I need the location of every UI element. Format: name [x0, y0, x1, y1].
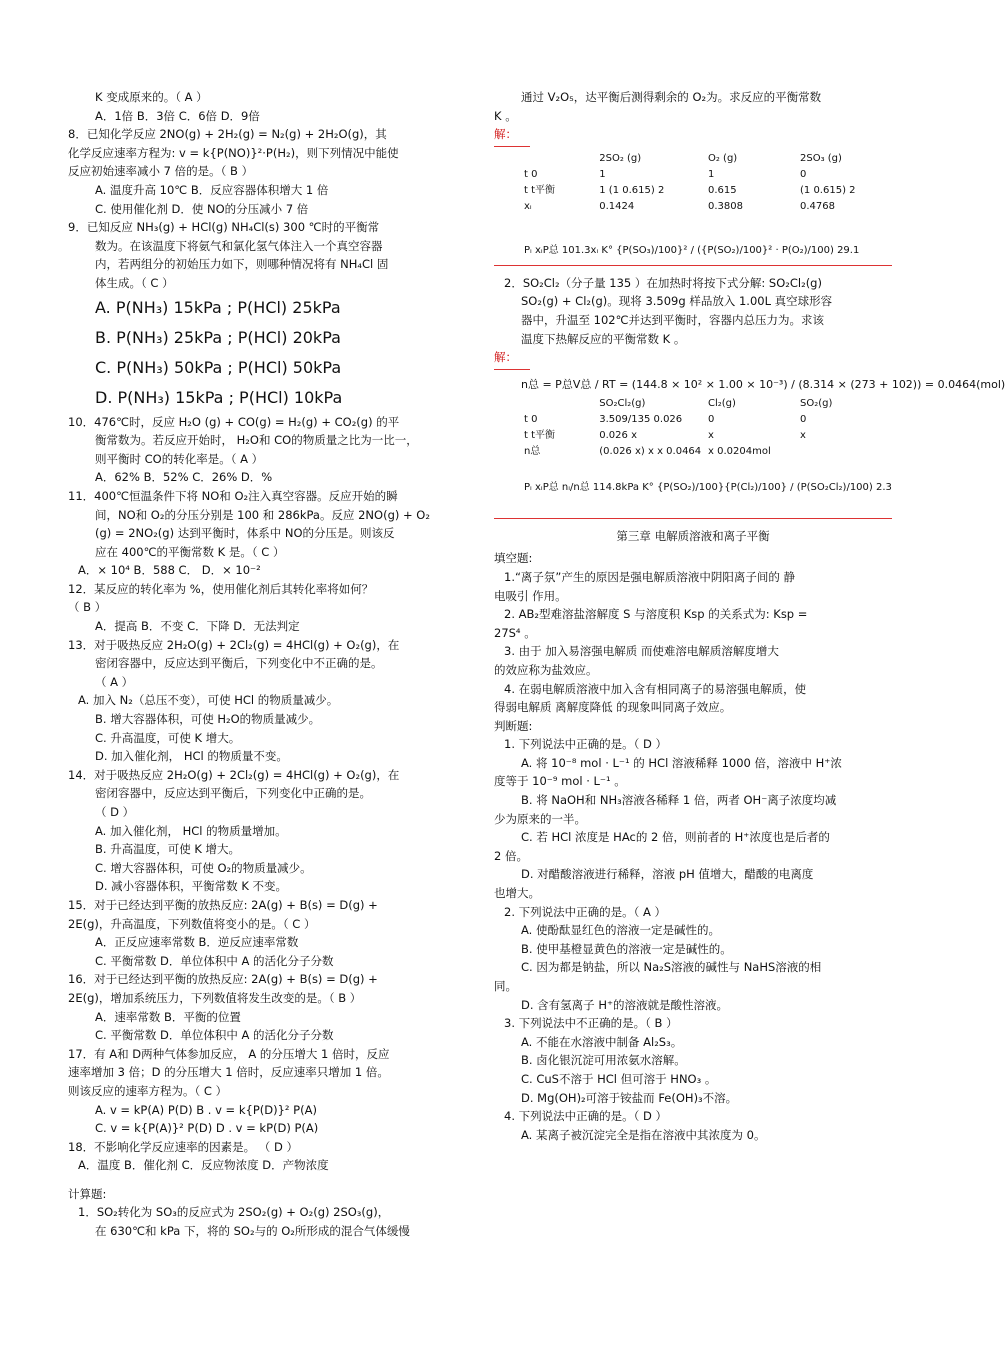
- text-line: 1.“离子氛”产生的原因是强电解质溶液中阴阳离子间的 静: [504, 569, 796, 584]
- problem-2-line: 器中，升温至 102℃并达到平衡时，容器内总压力为。求该: [521, 312, 825, 327]
- text-line: 2E(g)，升高温度，下列数值将变小的是。（ C ）: [68, 916, 316, 931]
- text-line: (g) = 2NO₂(g) 达到平衡时，体系中 NO的分压是。则该反: [95, 526, 395, 541]
- equilibrium-constant-1: Pᵢ xᵢP总 101.3xᵢ K° {P(SO₃)/100}² / ({P(SO₂)/100}² · P(O₂)/100) 29.1: [524, 244, 860, 256]
- text-line: 化学反应速率方程为: v = k{P(NO)}²·P(H₂)，则下列情况中能使: [68, 145, 399, 160]
- text-line: 得弱电解质 离解度降低 的现象叫同离子效应。: [494, 700, 732, 715]
- text-line: 反应初始速率减小 7 倍的是。（ B ）: [68, 164, 254, 179]
- table-cell: Cl₂(g): [708, 397, 736, 409]
- text-line: C. CuS不溶于 HCl 但可溶于 HNO₃ 。: [521, 1071, 717, 1086]
- text-line: A．速率常数 B．平衡的位置: [95, 1009, 241, 1024]
- text-line: 27S⁴ 。: [494, 625, 536, 640]
- text-line: A. 某离子被沉淀完全是指在溶液中其浓度为 0。: [521, 1127, 766, 1142]
- text-line: C. 增大容器体积，可使 O₂的物质量减少。: [95, 860, 312, 875]
- text-line: 15．对于已经达到平衡的放热反应: 2A(g) + B(s) = D(g) +: [68, 897, 378, 912]
- table-cell: [524, 396, 599, 412]
- table-cell: 0.615: [708, 184, 737, 196]
- text-line: 13．对于吸热反应 2H₂O(g) + 2Cl₂(g) = 4HCl(g) + O₂(g)，在: [68, 637, 400, 652]
- text-line: 3. 下列说法中不正确的是。（ B ）: [504, 1016, 678, 1031]
- text-line: C. 升高温度，可使 K 增大。: [95, 730, 241, 745]
- table-row: [524, 151, 892, 167]
- table-cell: t t平衡: [524, 184, 556, 196]
- table-cell: 2SO₂ (g): [599, 152, 642, 164]
- text-line: 17．有 A和 D两种气体参加反应， A 的分压增大 1 倍时，反应: [68, 1046, 390, 1061]
- table-cell: 0.1424: [599, 200, 635, 212]
- left-column: [68, 88, 466, 1241]
- text-line: 9．已知反应 NH₃(g) + HCl(g) NH₄Cl(s) 300 ℃时的平衡常: [68, 220, 380, 235]
- text-line: （ D ）: [95, 805, 135, 819]
- text-line: 少为原来的一半。: [494, 811, 586, 826]
- text-line: [68, 1175, 466, 1185]
- answer-option: D. P(NH₃) 15kPa ; P(HCl) 10kPa: [95, 387, 343, 407]
- problem-2-line: 温度下热解反应的平衡常数 K 。: [521, 331, 686, 346]
- solution-label: 解：: [494, 127, 517, 142]
- table-cell: O₂ (g): [708, 152, 738, 164]
- table-cell: (0.026 x) x x 0.0464: [599, 445, 702, 457]
- text-line: 计算题:: [68, 1186, 107, 1201]
- text-line: 3. 由于 加入易溶强电解质 而使难溶电解质溶解度增大: [504, 644, 779, 659]
- total-moles-formula: n总 = P总V总 / RT = (144.8 × 10² × 1.00 × 10⁻³) / (8.314 × (273 + 102)) = 0.0464(mol): [521, 377, 1005, 391]
- text-line: 的效应称为盐效应。: [494, 662, 598, 677]
- text-line: A. 温度升高 10℃ B．反应容器体积增大 1 倍: [95, 182, 329, 197]
- chapter-title: 第三章 电解质溶液和离子平衡: [616, 528, 770, 543]
- text-line: 间，NO和 O₂的分压分别是 100 和 286kPa。反应 2NO(g) + O₂: [95, 507, 430, 522]
- text-line: C. 平衡常数 D．单位体积中 A 的活化分子分数: [95, 1028, 334, 1043]
- solution-label-2: 解：: [494, 350, 517, 365]
- text-line: 1．SO₂转化为 SO₃的反应式为 2SO₂(g) + O₂(g) 2SO₃(g)，: [78, 1205, 390, 1220]
- chapter-3-questions: [494, 549, 892, 1144]
- text-line: B. 使甲基橙显黄色的溶液一定是碱性的。: [521, 941, 732, 956]
- table-cell: 1: [599, 168, 606, 180]
- text-line: C. 平衡常数 D．单位体积中 A 的活化分子分数: [95, 953, 334, 968]
- table-cell: x: [708, 429, 714, 441]
- table-cell: 3.509/135 0.026: [599, 413, 683, 425]
- text-line: A. 不能在水溶液中制备 Al₂S₃。: [521, 1034, 683, 1049]
- equilibrium-constant-2: Pᵢ xᵢP总 nᵢ/n总 114.8kPa K° {P(SO₂)/100}{P(Cl₂)/100} / (P(SO₂Cl₂)/100) 2.3: [524, 481, 892, 493]
- text-line: A．温度 B．催化剂 C．反应物浓度 D．产物浓度: [78, 1158, 329, 1173]
- text-line: 密闭容器中，反应达到平衡后，下列变化中不正确的是。: [95, 656, 383, 671]
- table-cell: 1: [708, 168, 715, 180]
- text-line: C. v = k{P(A)}² P(D) D . v = kP(D) P(A): [95, 1121, 319, 1136]
- text-line: 则该反应的速率方程为。（ C ）: [68, 1083, 228, 1098]
- table-cell: t 0: [524, 413, 538, 425]
- text-line: B. 卤化银沉淀可用浓氨水溶解。: [521, 1053, 686, 1068]
- text-line: A. 使酚酞显红色的溶液一定是碱性的。: [521, 923, 720, 938]
- text-line: 2. AB₂型难溶盐溶解度 S 与溶度积 Ksp 的关系式为: Ksp =: [504, 607, 808, 622]
- text-line: B. 增大容器体积，可使 H₂O的物质量减少。: [95, 712, 321, 727]
- solution-underline-2: [494, 367, 530, 370]
- table-cell: x: [800, 429, 806, 441]
- text-line: 在 630℃和 kPa 下，将的 SO₂与的 O₂所形成的混合气体缓慢: [95, 1224, 410, 1239]
- text-line: 2 倍。: [494, 848, 528, 863]
- text-line: 11．400℃恒温条件下将 NO和 O₂注入真空容器。反应开始的瞬: [68, 488, 398, 503]
- table-row: [524, 444, 892, 460]
- text-line: B. 升高温度，可使 K 增大。: [95, 842, 241, 857]
- text-line: 体生成。（ C ）: [95, 275, 174, 290]
- text-line: A．提高 B．不变 C．下降 D．无法判定: [95, 619, 300, 634]
- text-line: 14．对于吸热反应 2H₂O(g) + 2Cl₂(g) = 4HCl(g) + O₂(g)，在: [68, 767, 400, 782]
- text-line: 则平衡时 CO的转化率是。（ A ）: [95, 451, 264, 466]
- text-line: A．1倍 B．3倍 C．6倍 D．9倍: [95, 108, 260, 123]
- text-line: A．× 10⁴ B．588 C． D．× 10⁻²: [78, 563, 261, 578]
- problem-2-line: SO₂(g) + Cl₂(g)。现将 3.509g 样品放入 1.00L 真空球形容: [521, 294, 833, 309]
- text-line: C. 使用催化剂 D．使 NO的分压减小 7 倍: [95, 201, 309, 216]
- table-row: [524, 412, 892, 428]
- text-line: D. 含有氢离子 H⁺的溶液就是酸性溶液。: [521, 997, 729, 1012]
- table-cell: [800, 444, 892, 460]
- text-line: 度等于 10⁻⁹ mol · L⁻¹ 。: [494, 774, 626, 789]
- table-cell: t t平衡: [524, 429, 556, 441]
- table-cell: (1 0.615) 2: [800, 184, 856, 196]
- table-row: [524, 199, 892, 215]
- equilibrium-table-1: [524, 151, 892, 215]
- text-line: D. 对醋酸溶液进行稀释，溶液 pH 值增大，醋酸的电离度: [521, 867, 814, 882]
- table-cell: 1 (1 0.615) 2: [599, 184, 665, 196]
- text-line: C. 若 HCl 浓度是 HAc的 2 倍，则前者的 H⁺浓度也是后者的: [521, 830, 830, 845]
- equilibrium-table-2: [524, 396, 892, 460]
- text-line: A. 加入催化剂， HCl 的物质量增加。: [95, 823, 287, 838]
- table-cell: n总: [524, 445, 541, 457]
- text-line: 2. 下列说法中正确的是。（ A ）: [504, 904, 667, 919]
- text-line: 数为。在该温度下将氨气和氯化氢气体注入一个真空容器: [95, 238, 383, 253]
- text-line: A．正反应速率常数 B．逆反应速率常数: [95, 935, 299, 950]
- text-line: A. v = kP(A) P(D) B . v = k{P(D)}² P(A): [95, 1102, 317, 1117]
- table-cell: 0: [800, 168, 807, 180]
- table-cell: 0: [800, 413, 807, 425]
- table-cell: [524, 151, 599, 167]
- text-line: C. 因为都是钠盐，所以 Na₂S溶液的碱性与 NaHS溶液的相: [521, 960, 822, 975]
- text-line: （ A ）: [95, 674, 134, 689]
- text-line: 18．不影响化学反应速率的因素是。 （ D ）: [68, 1139, 298, 1154]
- text-line: 应在 400℃的平衡常数 K 是。（ C ）: [95, 544, 285, 559]
- table-cell: 0: [708, 413, 715, 425]
- table-cell: 0.4768: [800, 200, 835, 212]
- text-line: K 变成原来的。（ A ）: [95, 90, 208, 104]
- problem-1-continued: 通过 V₂O₅，达平衡后测得剩余的 O₂为。求反应的平衡常数: [521, 90, 822, 104]
- table-cell: 2SO₃ (g): [800, 152, 842, 164]
- text-line: D. Mg(OH)₂可溶于铵盐而 Fe(OH)₃不溶。: [521, 1090, 738, 1105]
- divider-2: [494, 518, 892, 519]
- text-line: A. 将 10⁻⁸ mol · L⁻¹ 的 HCl 溶液稀释 1000 倍，溶液中 H⁺浓: [521, 755, 842, 770]
- text-line: 内，若两组分的初始压力如下，则哪种情况将有 NH₄Cl 固: [95, 257, 389, 272]
- text-line: 判断题:: [494, 718, 533, 733]
- text-line: 电吸引 作用。: [494, 588, 567, 603]
- text-line: 4. 下列说法中正确的是。（ D ）: [504, 1109, 668, 1124]
- text-line: 16．对于已经达到平衡的放热反应: 2A(g) + B(s) = D(g) +: [68, 972, 378, 987]
- table-row: [524, 428, 892, 444]
- table-row: [524, 396, 892, 412]
- answer-option: C. P(NH₃) 50kPa ; P(HCl) 50kPa: [95, 357, 342, 377]
- text-line: D. 加入催化剂， HCl 的物质量不变。: [95, 749, 288, 764]
- problem-2-line: 2．SO₂Cl₂（分子量 135 ）在加热时将按下式分解: SO₂Cl₂(g): [504, 275, 822, 290]
- text-line: A．62% B．52% C．26% D．%: [95, 470, 273, 485]
- text-line: 也增大。: [494, 886, 540, 901]
- text-line: 填空题:: [494, 551, 533, 566]
- text-line: （ B ）: [68, 600, 107, 615]
- text-line: 1. 下列说法中正确的是。（ D ）: [504, 737, 668, 752]
- table-cell: t 0: [524, 168, 538, 180]
- text-line: 8．已知化学反应 2NO(g) + 2H₂(g) = N₂(g) + 2H₂O(g)，其: [68, 127, 387, 142]
- text-line: B. 将 NaOH和 NH₃溶液各稀释 1 倍，两者 OH⁻离子浓度均减: [521, 793, 837, 808]
- table-row: [524, 183, 892, 199]
- table-cell: x 0.0204mol: [708, 445, 771, 457]
- text-line: 衡常数为。若反应开始时， H₂O和 CO的物质量之比为一比一，: [95, 433, 418, 448]
- text-line: 速率增加 3 倍；D 的分压增大 1 倍时，反应速率只增加 1 倍。: [68, 1065, 389, 1080]
- table-cell: SO₂(g): [800, 397, 833, 409]
- text-line: 4. 在弱电解质溶液中加入含有相同离子的易溶强电解质，使: [504, 681, 807, 696]
- table-cell: xᵢ: [524, 200, 532, 212]
- text-line: 密闭容器中，反应达到平衡后，下列变化中正确的是。: [95, 786, 371, 801]
- table-row: [524, 167, 892, 183]
- table-cell: 0.3808: [708, 200, 743, 212]
- table-cell: SO₂Cl₂(g): [599, 397, 646, 409]
- answer-option: B. P(NH₃) 25kPa ; P(HCl) 20kPa: [95, 327, 341, 347]
- text-line: 2E(g)，增加系统压力，下列数值将发生改变的是。（ B ）: [68, 990, 362, 1005]
- problem-1-continued-2: K 。: [494, 108, 517, 123]
- table-cell: 0.026 x: [599, 429, 637, 441]
- text-line: 12．某反应的转化率为 %，使用催化剂后其转化率将如何？: [68, 581, 374, 596]
- right-column: [494, 88, 1005, 1144]
- divider: [494, 265, 892, 266]
- text-line: A. 加入 N₂（总压不变），可使 HCl 的物质量减少。: [78, 693, 339, 708]
- text-line: D. 减小容器体积，平衡常数 K 不变。: [95, 879, 288, 894]
- answer-option: A. P(NH₃) 15kPa ; P(HCl) 25kPa: [95, 297, 341, 317]
- text-line: 同。: [494, 979, 517, 993]
- solution-underline: [494, 144, 530, 147]
- text-line: 10．476℃时，反应 H₂O (g) + CO(g) = H₂(g) + CO₂(g) 的平: [68, 414, 400, 429]
